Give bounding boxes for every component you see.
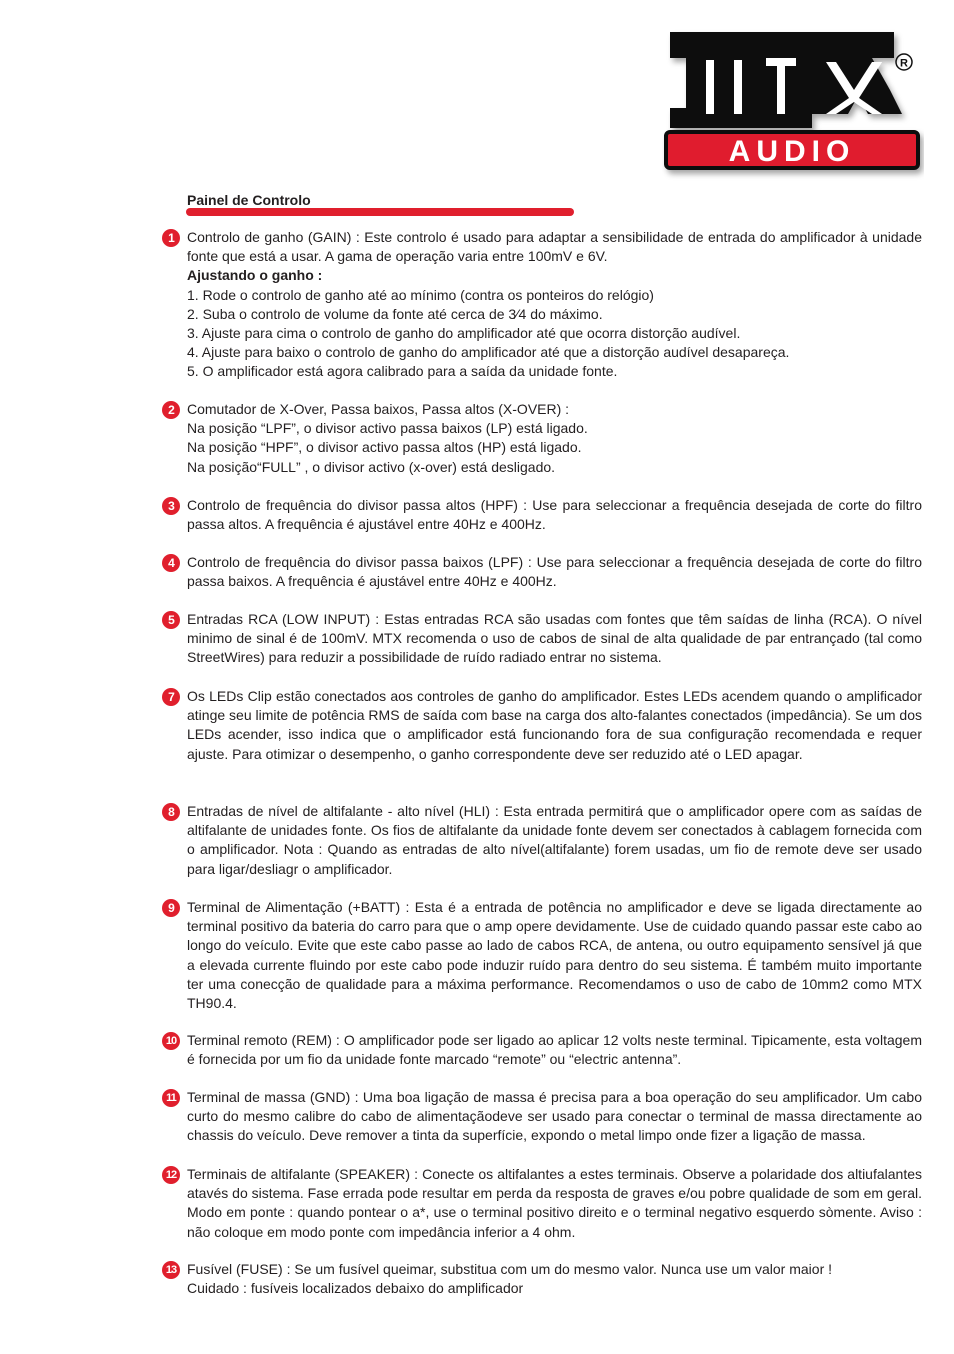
item-paragraph: Entradas de nível de altifalante - alto nível (HLI) : Esta entrada permitirá que o amplificador opere com as saídas de altifalante de unidades fonte. Os fios de altifalante da unidade fonte devem ser conectados à cablagem fornecida com o amplificador. Nota : Quando as entradas de alto nível(altifalante) forem usadas, um fio de remote deve ser usado para ligar/desliagr o amplificador.: [187, 803, 922, 877]
logo-audio-text: AUDIO: [728, 135, 856, 168]
item-number-badge: 7: [162, 688, 180, 706]
item-number-badge: 11: [162, 1089, 180, 1107]
item-line: 4. Ajuste para baixo o controlo de ganho do amplificador até que a distorção audível desapareça.: [187, 344, 790, 361]
item-line: Cuidado : fusíveis localizados debaixo do amplificador: [187, 1280, 524, 1297]
item-hpf-control: [162, 496, 922, 534]
item-paragraph: Os LEDs Clip estão conectados aos controles de ganho do amplificador. Estes LEDs acendem quando o amplificador atinge seu limite de potência RMS de saída com base na carga dos alto-falantes conectados (impedância). Se um dos LEDs acender, isso indica que o amplificador está funcionando fora de sua configuração recomendada e requer ajuste. Para otimizar o desempenho, o ganho correspondente deve ser reduzido até o LED apagar.: [187, 688, 922, 762]
item-power-terminal: [162, 898, 922, 1013]
item-line: Na posição “HPF”, o divisor activo passa altos (HP) está ligado.: [187, 439, 582, 456]
item-paragraph: Terminais de altifalante (SPEAKER) : Conecte os altifalantes a estes terminais. Observe a polaridade dos altiufalantes atavés do sistema. Fase errada pode resultar em perda da resposta de graves e/ou pobre qualidade de som em geral. Modo em ponte : quando pontear o a*, use o terminal positivo direito e o terminal negativo esquerdo sòmente. Aviso : não coloque em modo ponte com impedância inferior a 4 ohm.: [187, 1166, 922, 1240]
title-underline: [186, 208, 574, 216]
item-paragraph: Terminal de Alimentação (+BATT) : Esta é a entrada de potência no amplificador e deve se ligada directamente ao terminal positivo da bateria do carro para que o amp opere devidamente. Use de cuidado quando passar este cabo ao longo do veículo. Evite que este cabo passe ao lado de cabos RCA, de antena, ou outro equipamento sensível já que a elevada currente fluindo por este cabo pode induzir ruído para dentro do seu sistema. É também muito importante ter uma conecção de qualidade para a máxima performance. Recomendamos o uso de cabo de 10mm2 como MTX TH90.4.: [187, 899, 922, 1012]
item-lpf-control: [162, 553, 922, 591]
svg-text:R: R: [900, 57, 908, 70]
item-line: Na posição “LPF”, o divisor activo passa baixos (LP) está ligado.: [187, 420, 588, 437]
item-remote-terminal: [162, 1031, 922, 1069]
item-line: 5. O amplificador está agora calibrado para a saída da unidade fonte.: [187, 363, 618, 380]
section-title: Painel de Controlo: [187, 192, 311, 208]
item-fuse: [162, 1260, 922, 1298]
item-gain-control: [162, 228, 922, 382]
item-number-badge: 1: [162, 229, 180, 247]
item-line: 2. Suba o controlo de volume da fonte até cerca de 3⁄4 do máximo.: [187, 305, 603, 322]
item-speaker-terminals: [162, 1165, 922, 1242]
item-number-badge: 9: [162, 899, 180, 917]
item-paragraph: Controlo de frequência do divisor passa baixos (LPF) : Use para seleccionar a frequência desejada de corte do filtro passa baixos. A frequência é ajustável entre 40Hz e 400Hz.: [187, 554, 922, 590]
item-number-badge: 8: [162, 803, 180, 821]
item-rca-inputs: [162, 610, 922, 668]
item-number-badge: 12: [162, 1166, 180, 1184]
item-number-badge: 13: [162, 1261, 180, 1279]
item-line: Comutador de X-Over, Passa baixos, Passa altos (X-OVER) :: [187, 401, 570, 417]
item-paragraph: Terminal remoto (REM) : O amplificador pode ser ligado ao aplicar 12 volts neste terminal. Tipicamente, esta voltagem é fornecida por um fio da unidade fonte marcado “remote” ou “electric antenna”.: [187, 1032, 922, 1068]
item-paragraph: Entradas RCA (LOW INPUT) : Estas entradas RCA são usadas com fontes que têm saídas de linha (RCA). O nível minimo de sinal é de 100mV. MTX recomenda o uso de cabos de sinal de alta qualidade de par entrançado (tal como StreetWires) para reduzir a possibilidade de ruído radiado entrar no sistema.: [187, 611, 922, 666]
item-number-badge: 10: [162, 1032, 180, 1050]
item-number-badge: 2: [162, 401, 180, 419]
item-clip-leds: [162, 687, 922, 764]
item-speaker-level-inputs: [162, 802, 922, 879]
item-line: Na posição“FULL” , o divisor activo (x-over) está desligado.: [187, 458, 556, 475]
item-subheading: Ajustando o ganho :: [187, 267, 323, 284]
item-number-badge: 3: [162, 497, 180, 515]
item-ground-terminal: [162, 1088, 922, 1146]
item-number-badge: 5: [162, 611, 180, 629]
item-line: Fusível (FUSE) : Se um fusível queimar, substitua com um do mesmo valor. Nunca use um valor maior !: [187, 1261, 833, 1277]
item-paragraph: Controlo de ganho (GAIN) : Este controlo é usado para adaptar a sensibilidade de entrada do amplificador à unidade fonte que está a usar. A gama de operação varia entre 100mV e 6V.: [187, 229, 922, 265]
mtx-audio-logo: [662, 28, 924, 182]
item-line: 3. Ajuste para cima o controlo de ganho do amplificador até que ocorra distorção audível.: [187, 325, 741, 342]
item-paragraph: Terminal de massa (GND) : Uma boa ligação de massa é precisa para a boa operação do seu amplificador. Um cabo curto do mesmo calibre do cabo de alimentaçãodeve ser usado para conectar o terminal de massa directamente ao chassis do veículo. Deve remover a tinta da superfície, expondo o metal limpo onde fizer a ligação de massa.: [187, 1089, 922, 1144]
item-number-badge: 4: [162, 554, 180, 572]
item-paragraph: Controlo de frequência do divisor passa altos (HPF) : Use para seleccionar a frequência desejada de corte do filtro passa altos. A frequência é ajustável entre 40Hz e 400Hz.: [187, 497, 922, 533]
item-xover-switch: [162, 400, 922, 477]
item-line: 1. Rode o controlo de ganho até ao mínimo (contra os ponteiros do relógio): [187, 286, 654, 303]
